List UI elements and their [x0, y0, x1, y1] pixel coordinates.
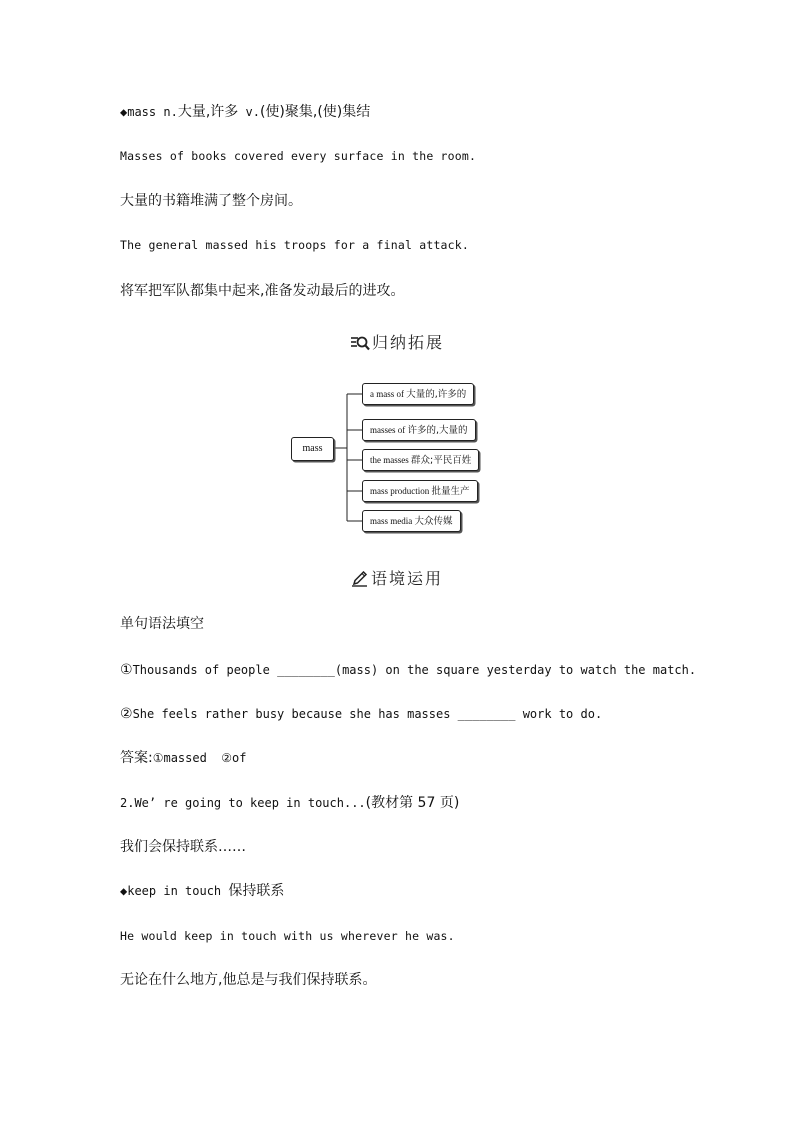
section-summary-heading	[0, 330, 794, 355]
answer-1: ①massed	[152, 751, 207, 765]
example-2-english: The general massed his troops for a final attack.	[120, 238, 470, 252]
question-2-blank: ________	[457, 707, 516, 721]
question-2-text-after: work to do.	[515, 707, 603, 721]
gloss-noun-cn: 大量,许多	[177, 104, 239, 120]
question-1-blank: ________	[277, 663, 335, 677]
mindmap-item-en: the masses	[370, 455, 409, 465]
question-2	[120, 706, 602, 723]
mindmap-item	[362, 449, 479, 471]
example-1-chinese: 大量的书籍堆满了整个房间。	[120, 193, 302, 209]
mindmap-item-en: mass production	[370, 486, 430, 496]
question-1-text-before: Thousands of people	[132, 663, 278, 677]
magnifier-list-icon	[350, 335, 370, 355]
entry-touch-heading	[120, 883, 284, 900]
answer-label: 答案:	[120, 750, 153, 766]
section-summary-title: 归纳拓展	[371, 333, 444, 352]
item-2-source: (教材第 57 页)	[365, 795, 460, 811]
answer-2: ②of	[221, 751, 247, 765]
item-2-translation: 我们会保持联系……	[120, 839, 246, 855]
example-3-english: He would keep in touch with us wherever he was.	[120, 929, 455, 943]
gloss-verb-cn: (使)聚集,(使)集结	[259, 104, 371, 120]
mindmap-item-cn: 群众;平民百姓	[411, 455, 472, 466]
entry-word: mass	[127, 105, 157, 119]
mindmap-item-cn: 许多的,大量的	[407, 425, 468, 436]
question-2-number: ②	[120, 706, 133, 722]
question-2-text-before: She feels rather busy because she has masses	[132, 707, 458, 721]
mindmap-item-cn: 大众传媒	[414, 516, 453, 527]
mindmap-item	[362, 510, 461, 532]
diamond-bullet-icon: ◆	[120, 105, 128, 119]
example-3-chinese: 无论在什么地方,他总是与我们保持联系。	[120, 972, 377, 988]
pos-verb: v.	[245, 105, 260, 119]
example-1-english: Masses of books covered every surface in the room.	[120, 149, 477, 163]
mindmap-root: mass	[291, 437, 334, 461]
mindmap-item	[362, 480, 478, 502]
mindmap-item-en: a mass of	[370, 389, 404, 399]
entry-phrase: keep in touch	[127, 884, 222, 898]
exercise-title: 单句语法填空	[120, 616, 204, 632]
entry-phrase-cn: 保持联系	[228, 883, 285, 899]
item-2-heading	[120, 795, 459, 812]
diamond-bullet-icon: ◆	[120, 884, 128, 898]
mindmap-item	[362, 383, 474, 405]
item-2-english: 2.We’ re going to keep in touch...	[120, 796, 366, 810]
mindmap-item-en: masses of	[370, 425, 406, 435]
mindmap-item	[362, 419, 476, 441]
section-practice-title: 语境运用	[370, 569, 443, 588]
example-2-chinese: 将军把军队都集中起来,准备发动最后的进攻。	[120, 283, 405, 299]
section-practice-heading	[0, 566, 794, 591]
pencil-icon	[351, 571, 369, 591]
entry-mass-heading	[120, 104, 370, 121]
question-1-number: ①	[120, 662, 133, 678]
pos-noun: n.	[163, 105, 178, 119]
mindmap-item-en: mass media	[370, 516, 413, 526]
question-1	[120, 662, 696, 679]
mindmap-item-cn: 大量的,许多的	[406, 389, 467, 400]
mindmap-item-cn: 批量生产	[431, 486, 470, 497]
answer-line	[120, 750, 247, 767]
question-1-text-after: (mass) on the square yesterday to watch the match.	[334, 663, 697, 677]
